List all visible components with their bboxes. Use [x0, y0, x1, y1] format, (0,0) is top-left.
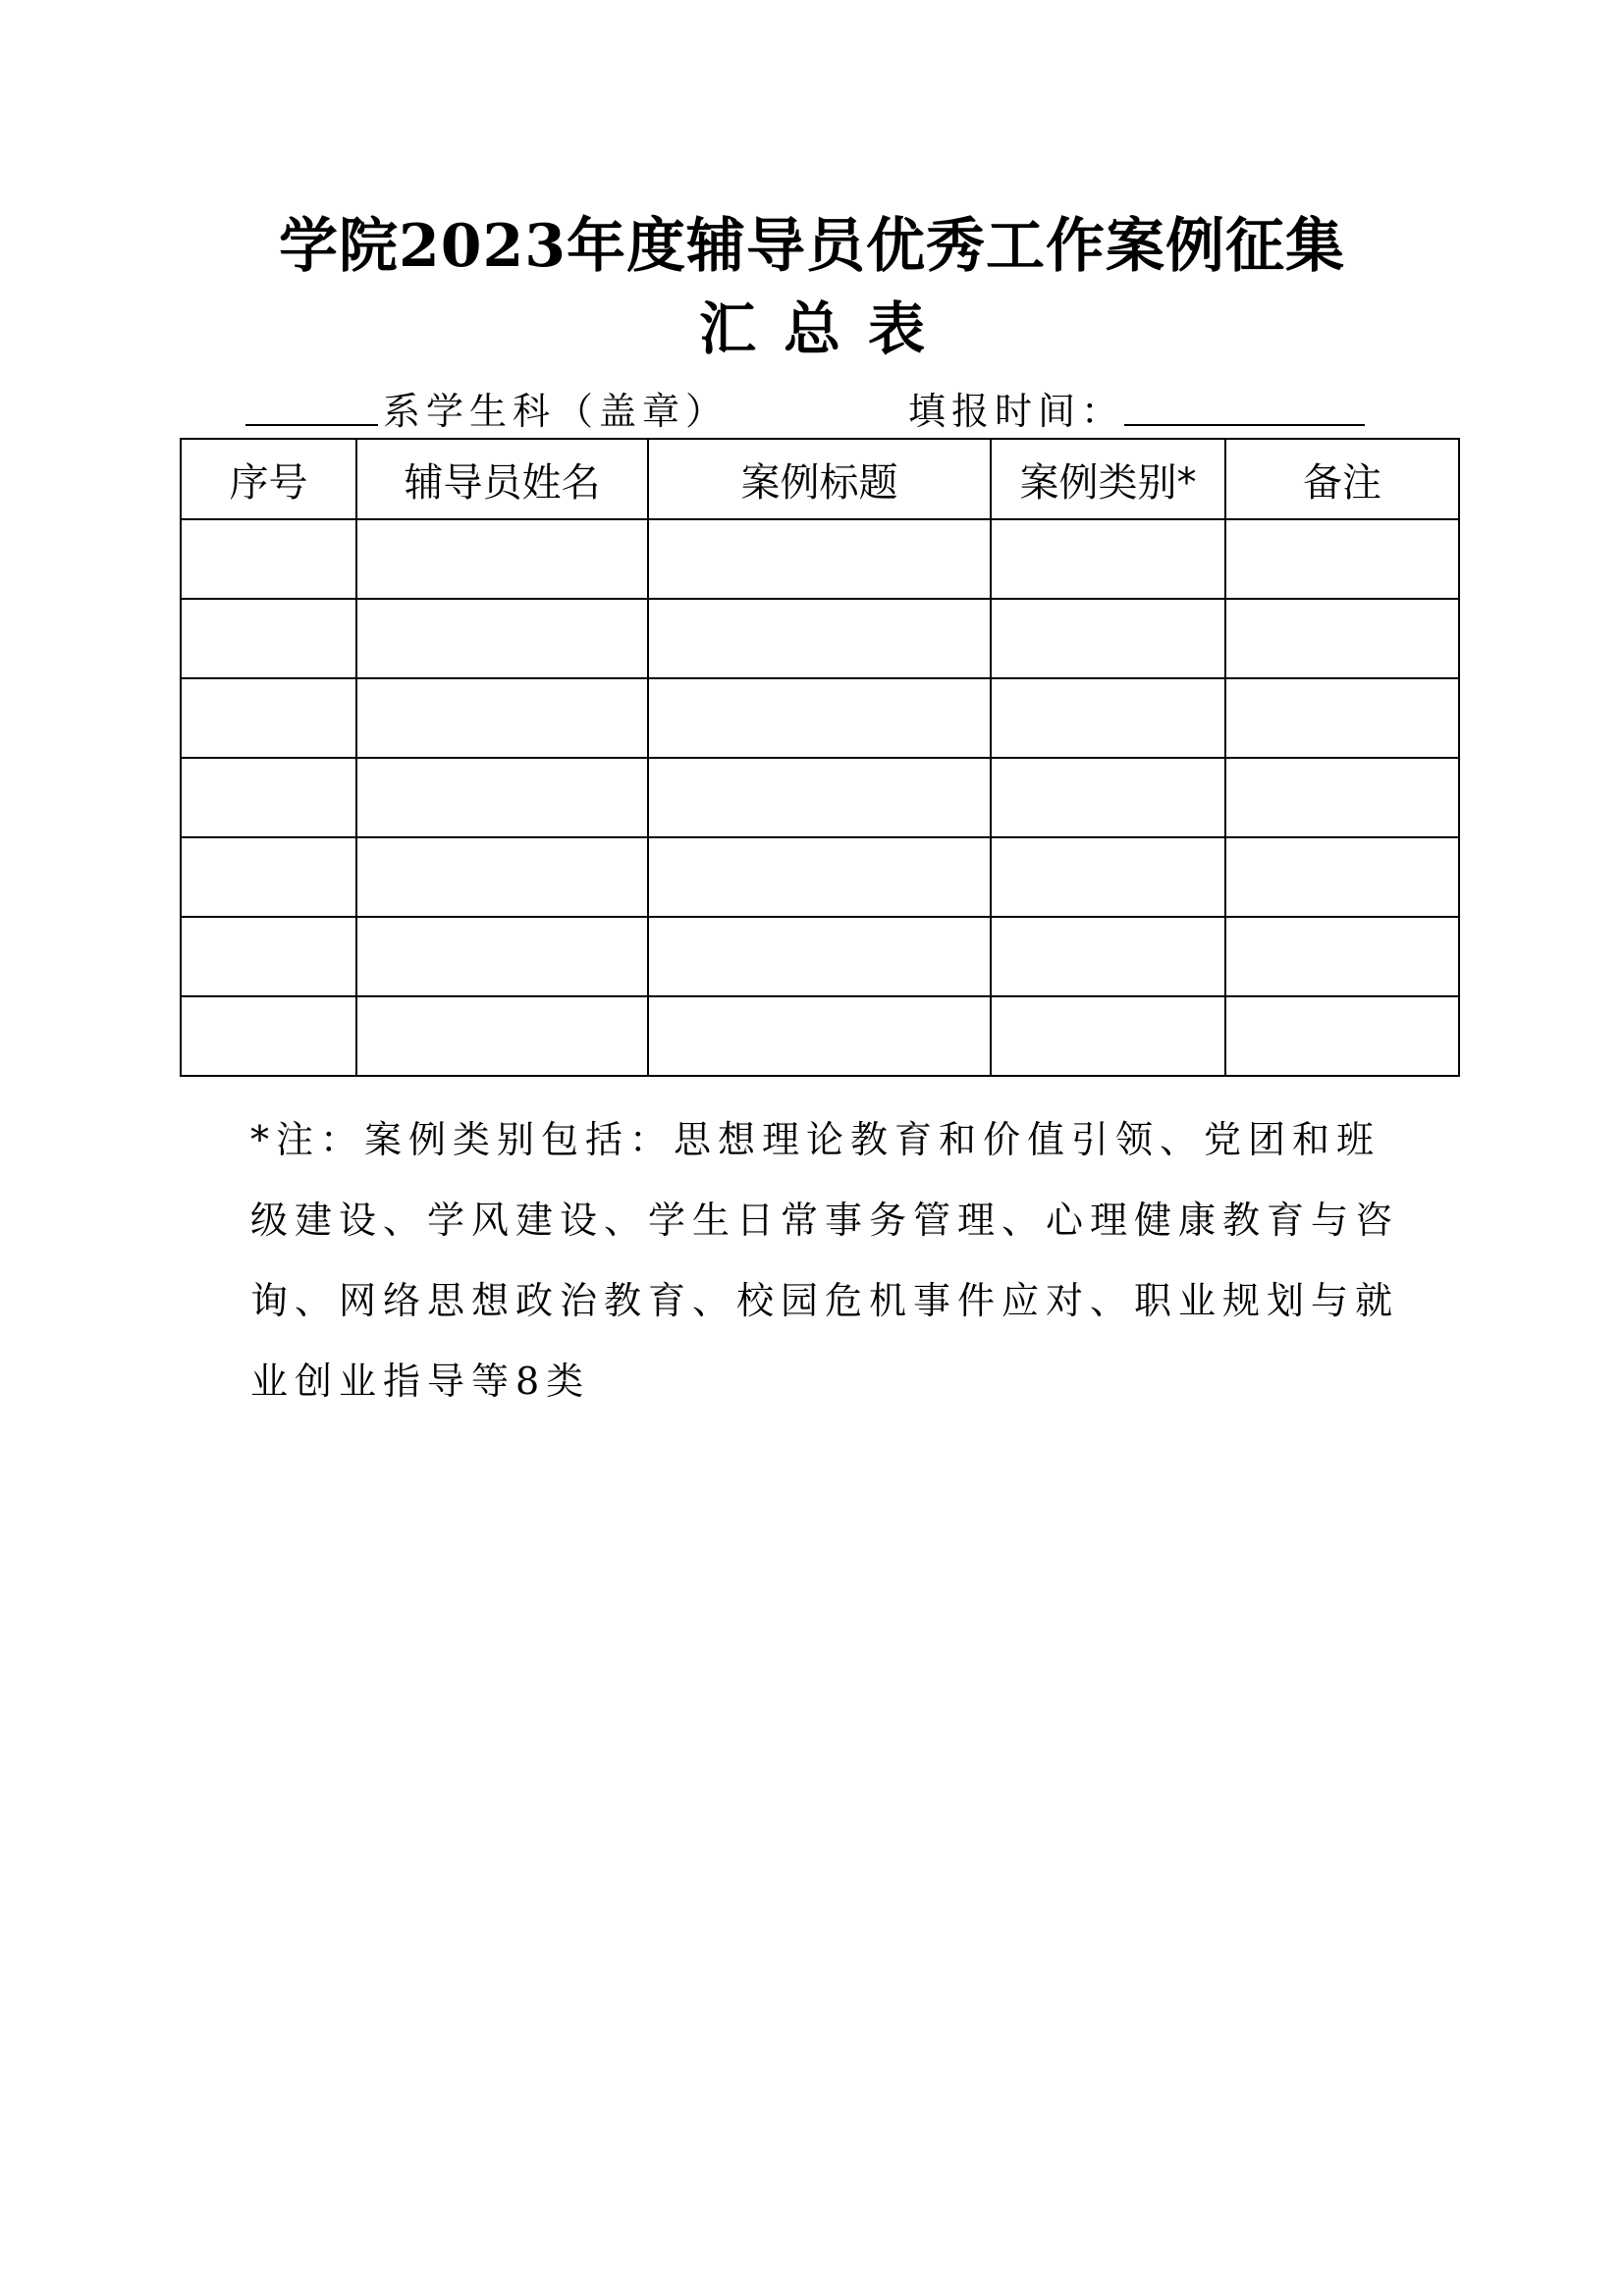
note-line: 业创业指导等8类	[250, 1360, 591, 1403]
table-cell[interactable]	[1225, 678, 1459, 758]
table-cell[interactable]	[181, 837, 356, 917]
table-row	[181, 599, 1459, 678]
note-line: 询、网络思想政治教育、校园危机事件应对、职业规划与就	[250, 1279, 1400, 1322]
table-cell[interactable]	[181, 996, 356, 1076]
table-cell[interactable]	[181, 917, 356, 996]
table-cell[interactable]	[991, 599, 1225, 678]
table-cell[interactable]	[356, 758, 648, 837]
column-header: 辅导员姓名	[356, 439, 648, 519]
table-cell[interactable]	[356, 519, 648, 599]
date-blank[interactable]	[1124, 424, 1365, 426]
table-row	[181, 758, 1459, 837]
table-cell[interactable]	[181, 519, 356, 599]
table-cell[interactable]	[1225, 758, 1459, 837]
table-cell[interactable]	[648, 758, 991, 837]
table-cell[interactable]	[991, 837, 1225, 917]
department-label: 系学生科（盖章）	[383, 390, 730, 433]
department-blank[interactable]	[245, 424, 378, 426]
document-title: 学院2023年度辅导员优秀工作案例征集	[279, 212, 1345, 281]
table-cell[interactable]	[648, 837, 991, 917]
table-cell[interactable]	[356, 837, 648, 917]
table-cell[interactable]	[1225, 837, 1459, 917]
note-line: 级建设、学风建设、学生日常事务管理、心理健康教育与咨	[250, 1199, 1400, 1242]
table-row	[181, 519, 1459, 599]
table-row	[181, 678, 1459, 758]
note-line: *注：案例类别包括：思想理论教育和价值引领、党团和班	[250, 1118, 1381, 1161]
table-row	[181, 917, 1459, 996]
table-cell[interactable]	[648, 917, 991, 996]
table-row	[181, 837, 1459, 917]
table-cell[interactable]	[648, 678, 991, 758]
table-cell[interactable]	[1225, 996, 1459, 1076]
table-cell[interactable]	[356, 917, 648, 996]
table-cell[interactable]	[648, 519, 991, 599]
table-cell[interactable]	[1225, 519, 1459, 599]
document-subtitle: 汇总表	[698, 295, 952, 362]
table-cell[interactable]	[991, 519, 1225, 599]
table-cell[interactable]	[648, 599, 991, 678]
table-cell[interactable]	[356, 599, 648, 678]
table-cell[interactable]	[991, 678, 1225, 758]
column-header: 序号	[181, 439, 356, 519]
table-cell[interactable]	[181, 678, 356, 758]
column-header: 案例标题	[648, 439, 991, 519]
table-cell[interactable]	[991, 758, 1225, 837]
table-cell[interactable]	[1225, 599, 1459, 678]
table-header-row	[181, 439, 1459, 519]
date-label: 填报时间：	[908, 390, 1125, 433]
table-cell[interactable]	[181, 758, 356, 837]
table-cell[interactable]	[356, 678, 648, 758]
table-cell[interactable]	[356, 996, 648, 1076]
summary-table	[180, 438, 1460, 1077]
table-cell[interactable]	[1225, 917, 1459, 996]
column-header: 备注	[1225, 439, 1459, 519]
table-cell[interactable]	[181, 599, 356, 678]
column-header: 案例类别*	[991, 439, 1225, 519]
table-cell[interactable]	[991, 917, 1225, 996]
table-cell[interactable]	[648, 996, 991, 1076]
table-cell[interactable]	[991, 996, 1225, 1076]
table-row	[181, 996, 1459, 1076]
